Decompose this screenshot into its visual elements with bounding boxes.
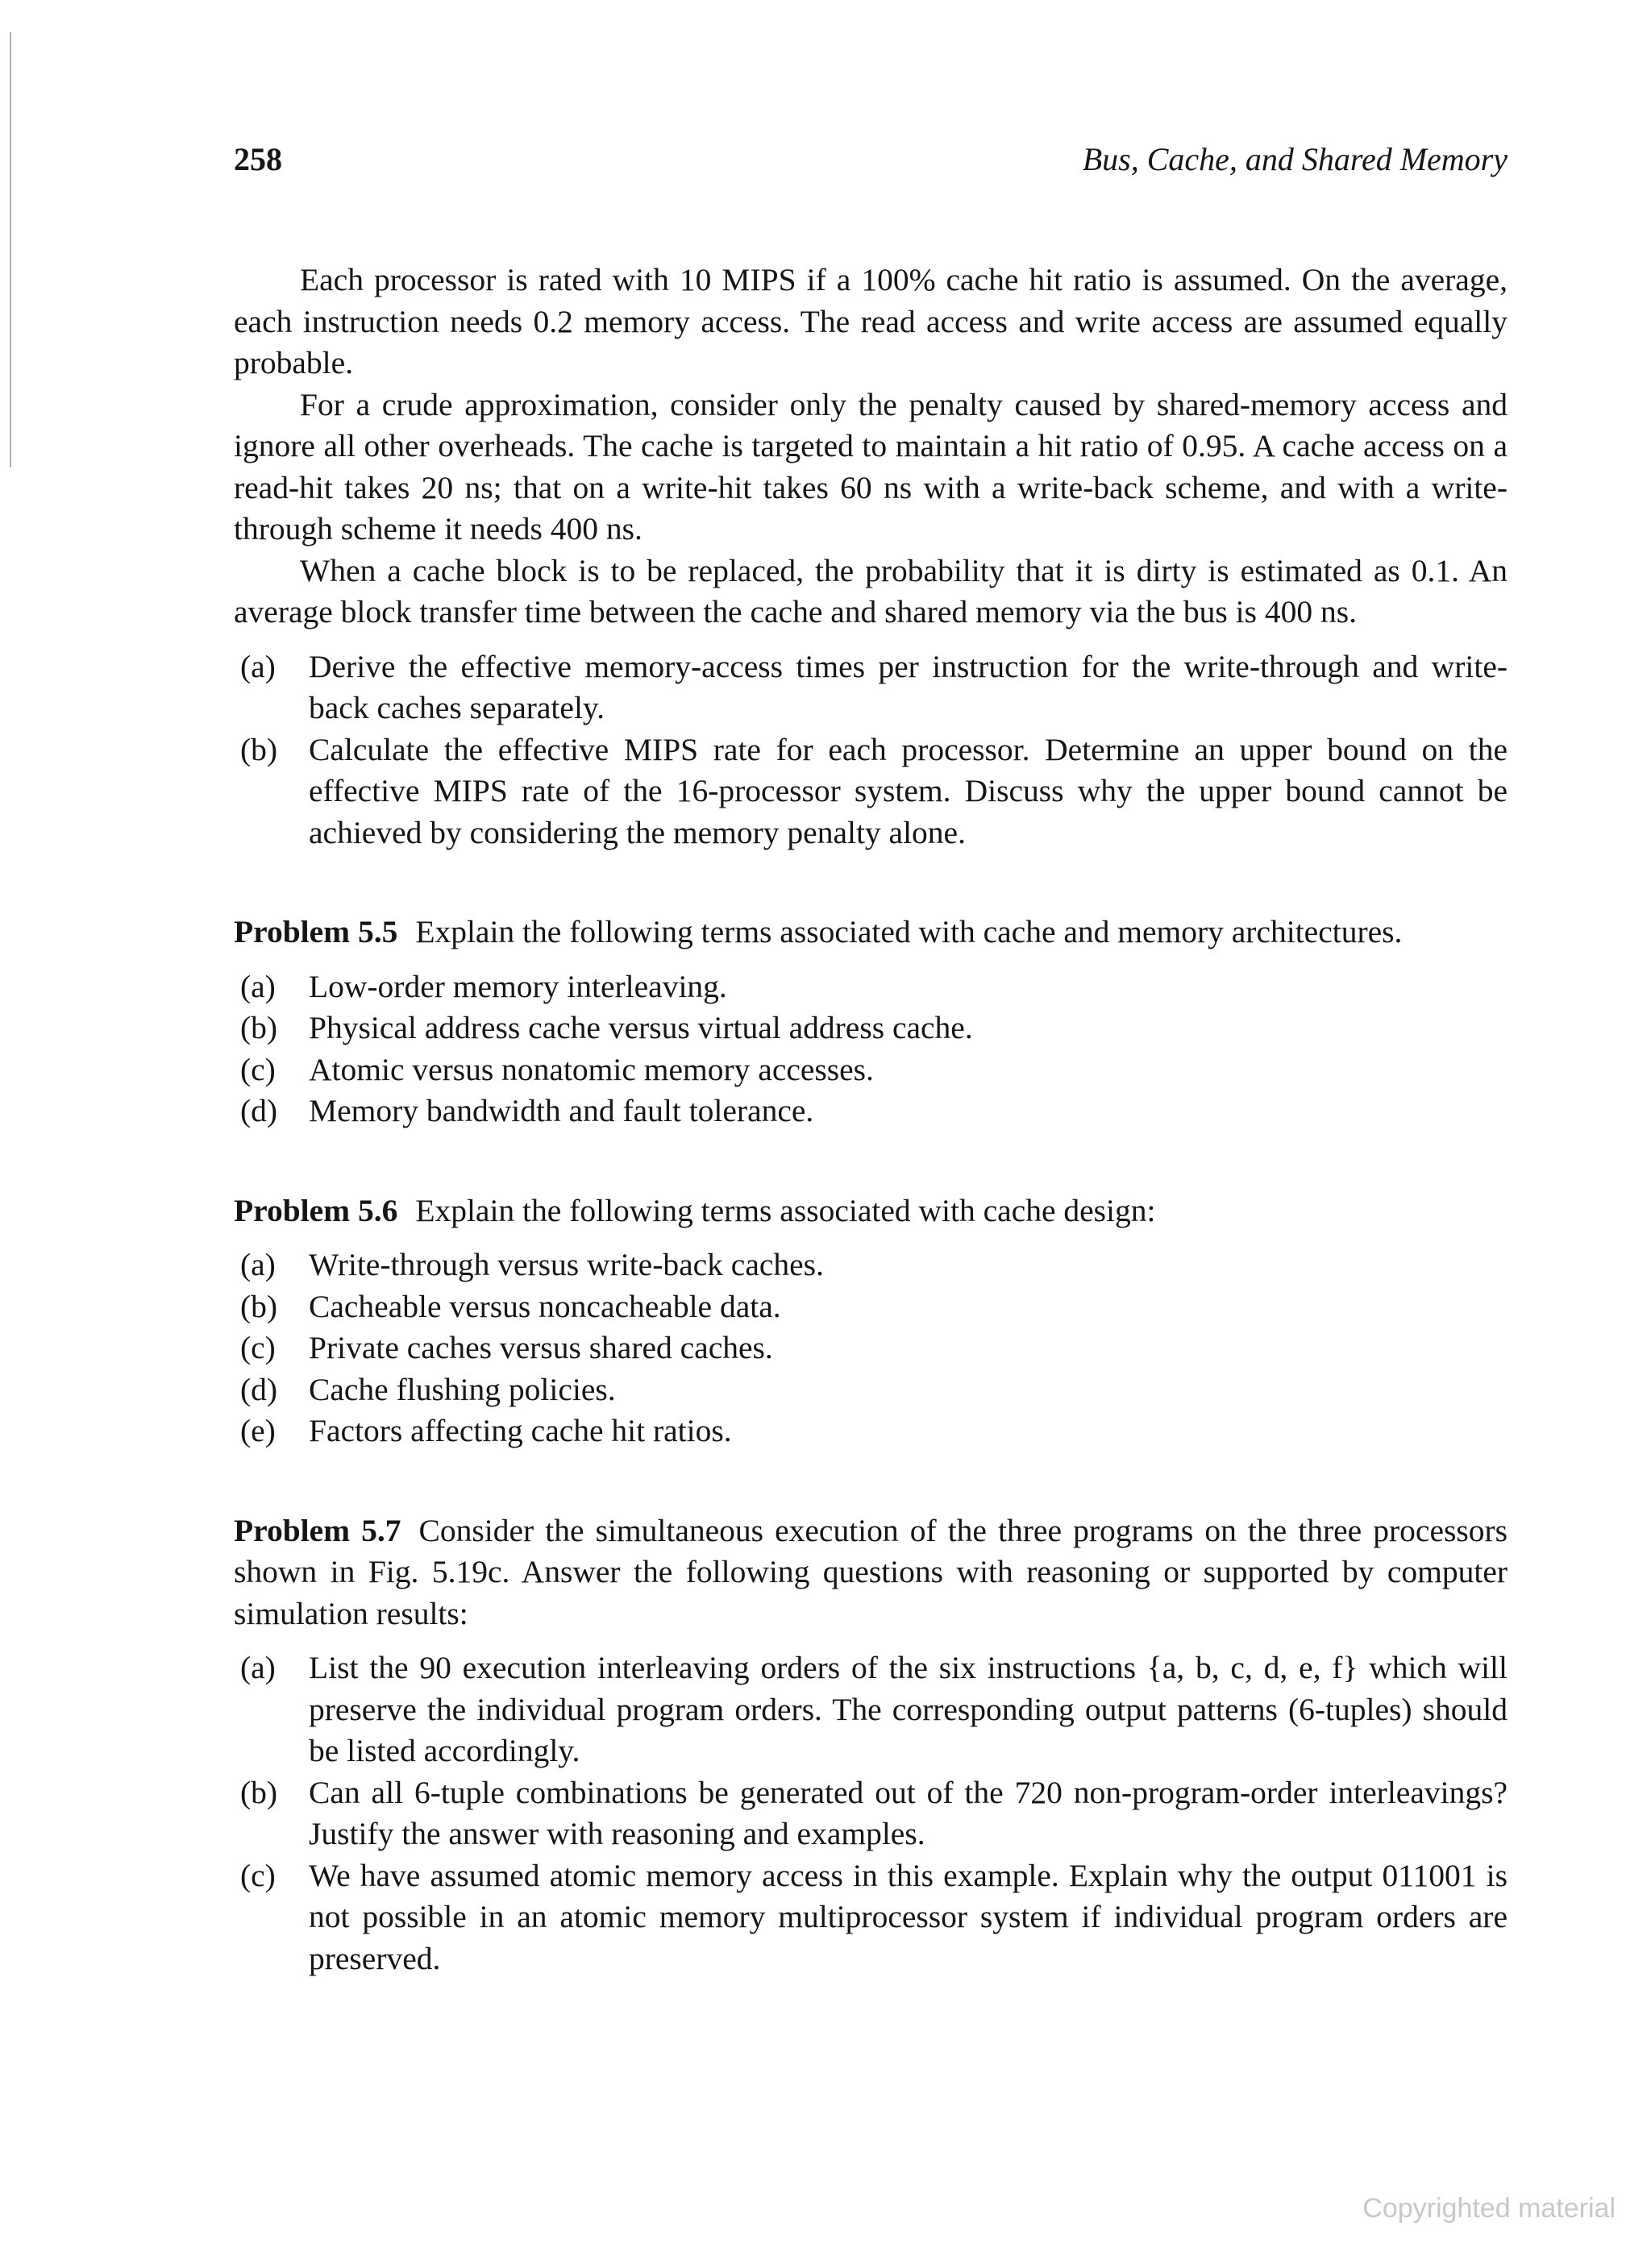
item-text: Atomic versus nonatomic memory accesses.	[309, 1051, 874, 1087]
book-page	[234, 135, 1508, 1979]
problem-text: Explain the following terms associated with cache design:	[415, 1192, 1156, 1228]
item-label: (c)	[240, 1330, 276, 1365]
page-body	[234, 260, 1508, 1979]
question-item	[234, 1049, 1508, 1091]
item-label: (a)	[240, 1650, 276, 1685]
problem-title: Problem 5.7	[234, 1512, 401, 1548]
body-paragraph: Each processor is rated with 10 MIPS if a 100% cache hit ratio is assumed. On the average, each instruction needs 0.2 memory access. The read access and write access are assumed equally probable.	[234, 262, 1508, 380]
item-text: Cacheable versus noncacheable data.	[309, 1288, 781, 1324]
item-text: Cache flushing policies.	[309, 1371, 616, 1407]
item-label: (a)	[240, 968, 276, 1004]
item-label: (b)	[240, 1010, 278, 1045]
question-item	[234, 1772, 1508, 1855]
question-item	[234, 1855, 1508, 1980]
item-text: Write-through versus write-back caches.	[309, 1247, 824, 1282]
item-label: (e)	[240, 1413, 276, 1448]
item-text: Memory bandwidth and fault tolerance.	[309, 1093, 814, 1128]
item-label: (d)	[240, 1093, 278, 1128]
item-text: Low-order memory interleaving.	[309, 968, 727, 1004]
question-item	[234, 729, 1508, 854]
item-label: (b)	[240, 1288, 278, 1324]
item-text: Calculate the effective MIPS rate for each processor. Determine an upper bound on the effective MIPS rate of the 16-processor system. Discuss why the upper bound cannot be achieved by considering the memory penalty alone.	[309, 731, 1508, 850]
problem-text: Explain the following terms associated with cache and memory architectures.	[415, 914, 1403, 949]
item-label: (d)	[240, 1371, 278, 1407]
question-item	[234, 966, 1508, 1008]
item-text: Physical address cache versus virtual address cache.	[309, 1010, 973, 1045]
question-item	[234, 1090, 1508, 1132]
item-text: Factors affecting cache hit ratios.	[309, 1413, 732, 1448]
problem-5-5	[234, 912, 1508, 1132]
question-list	[234, 646, 1508, 854]
question-item	[234, 1244, 1508, 1286]
item-text: Can all 6-tuple combinations be generated out of the 720 non-program-order interleavings? Justify the answer with reasoning and examples.	[309, 1774, 1508, 1851]
item-text: Private caches versus shared caches.	[309, 1330, 773, 1365]
running-head: Bus, Cache, and Shared Memory	[1082, 141, 1508, 177]
problem-title: Problem 5.5	[234, 914, 398, 949]
question-item	[234, 1369, 1508, 1411]
problem-5-7	[234, 1510, 1508, 1980]
question-list	[234, 1244, 1508, 1452]
question-item	[234, 1327, 1508, 1369]
scan-margin-line	[10, 32, 11, 467]
body-paragraph: When a cache block is to be replaced, the probability that it is dirty is estimated as 0.1. An average block transfer time between the cache and shared memory via the bus is 400 ns.	[234, 552, 1508, 629]
item-label: (c)	[240, 1051, 276, 1087]
page-header	[234, 135, 1508, 184]
item-label: (a)	[240, 1247, 276, 1282]
problem-text: Consider the simultaneous execution of the three programs on the three processors shown in Fig. 5.19c. Answer the following questions with reasoning or supported by computer simulation results:	[234, 1512, 1508, 1631]
item-text: We have assumed atomic memory access in this example. Explain why the output 011001 is not possible in an atomic memory multiprocessor system if individual program orders are preserved.	[309, 1857, 1508, 1976]
item-label: (c)	[240, 1857, 276, 1893]
question-item	[234, 1007, 1508, 1049]
problem-title: Problem 5.6	[234, 1192, 398, 1228]
question-list	[234, 966, 1508, 1132]
item-text: Derive the effective memory-access times per instruction for the write-through and write-back caches separately.	[309, 648, 1508, 725]
question-item	[234, 646, 1508, 729]
problem-5-6	[234, 1190, 1508, 1452]
item-label: (b)	[240, 1774, 278, 1810]
question-list	[234, 1647, 1508, 1979]
item-text: List the 90 execution interleaving orders of the six instructions {a, b, c, d, e, f} which will preserve the individual program orders. The corresponding output patterns (6-tuples) should be listed accordingly.	[309, 1650, 1508, 1768]
question-item	[234, 1286, 1508, 1328]
item-label: (a)	[240, 648, 276, 684]
page-number: 258	[234, 141, 282, 177]
item-label: (b)	[240, 731, 278, 767]
body-paragraph: For a crude approximation, consider only the penalty caused by shared-memory access and ignore all other overheads. The cache is targeted to maintain a hit ratio of 0.95. A cache access on a read-hit takes 20 ns; that on a write-hit takes 60 ns with a write-back scheme, and with a write-through scheme it needs 400 ns.	[234, 386, 1508, 546]
copyright-watermark: Copyrighted material	[1362, 2193, 1616, 2224]
question-item	[234, 1410, 1508, 1452]
question-item	[234, 1647, 1508, 1772]
